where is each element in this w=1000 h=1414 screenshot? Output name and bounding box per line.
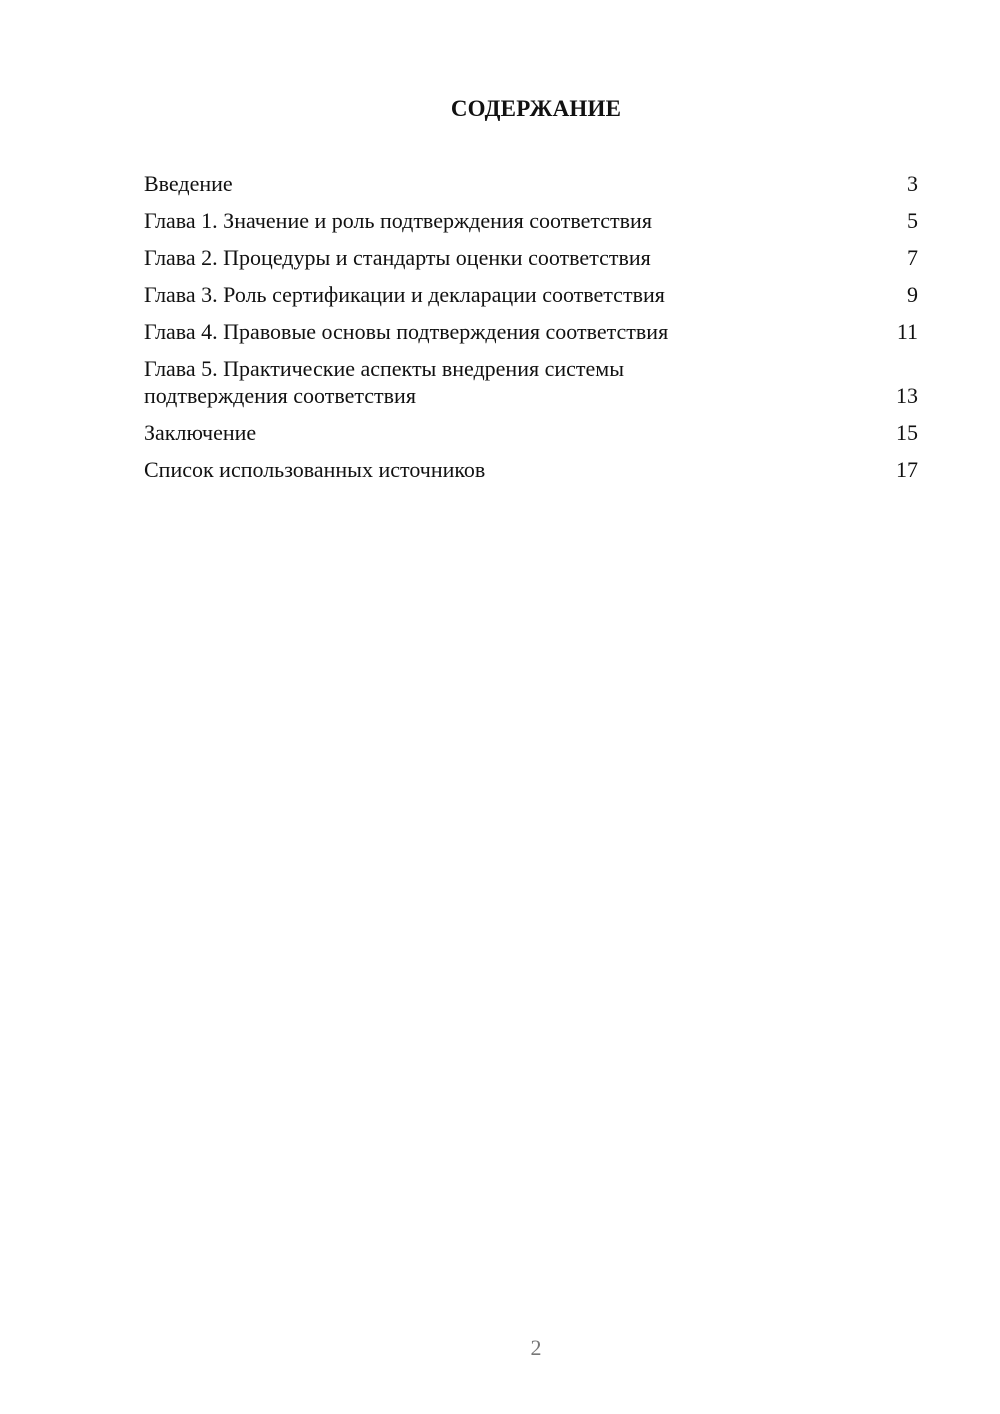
toc-entry-page: 7 [907, 245, 918, 270]
toc-entry-label: Глава 3. Роль сертификации и декларации соответствия [144, 282, 665, 307]
toc-entry-chapter-3 [144, 281, 918, 308]
toc-entry-chapter-4 [144, 318, 918, 345]
toc-entry-label: Введение [144, 171, 233, 196]
table-of-contents [144, 170, 918, 493]
toc-entry-page: 15 [896, 420, 918, 445]
toc-entry-page: 11 [896, 319, 918, 344]
toc-entry-label: Глава 5. Практические аспекты внедрения системы подтверждения соответствия [144, 356, 624, 408]
page-title: СОДЕРЖАНИЕ [450, 96, 622, 121]
toc-entry-page: 5 [907, 208, 918, 233]
toc-entry-references [144, 456, 918, 483]
toc-entry-introduction [144, 170, 918, 197]
toc-entry-label: Глава 2. Процедуры и стандарты оценки соответствия [144, 245, 651, 270]
toc-entry-chapter-2 [144, 244, 918, 271]
toc-entry-label: Заключение [144, 420, 257, 445]
toc-entry-label: Список использованных источников [144, 457, 486, 482]
toc-entry-label: Глава 1. Значение и роль подтверждения соответствия [144, 208, 652, 233]
toc-entry-page: 9 [907, 282, 918, 307]
toc-entry-page: 13 [896, 383, 918, 408]
toc-entry-page: 17 [896, 457, 918, 482]
page-number: 2 [530, 1335, 542, 1360]
toc-entry-page: 3 [907, 171, 918, 196]
toc-entry-chapter-1 [144, 207, 918, 234]
toc-entry-chapter-5 [144, 355, 918, 409]
toc-entry-label: Глава 4. Правовые основы подтверждения соответствия [144, 319, 669, 344]
toc-entry-conclusion [144, 419, 918, 446]
